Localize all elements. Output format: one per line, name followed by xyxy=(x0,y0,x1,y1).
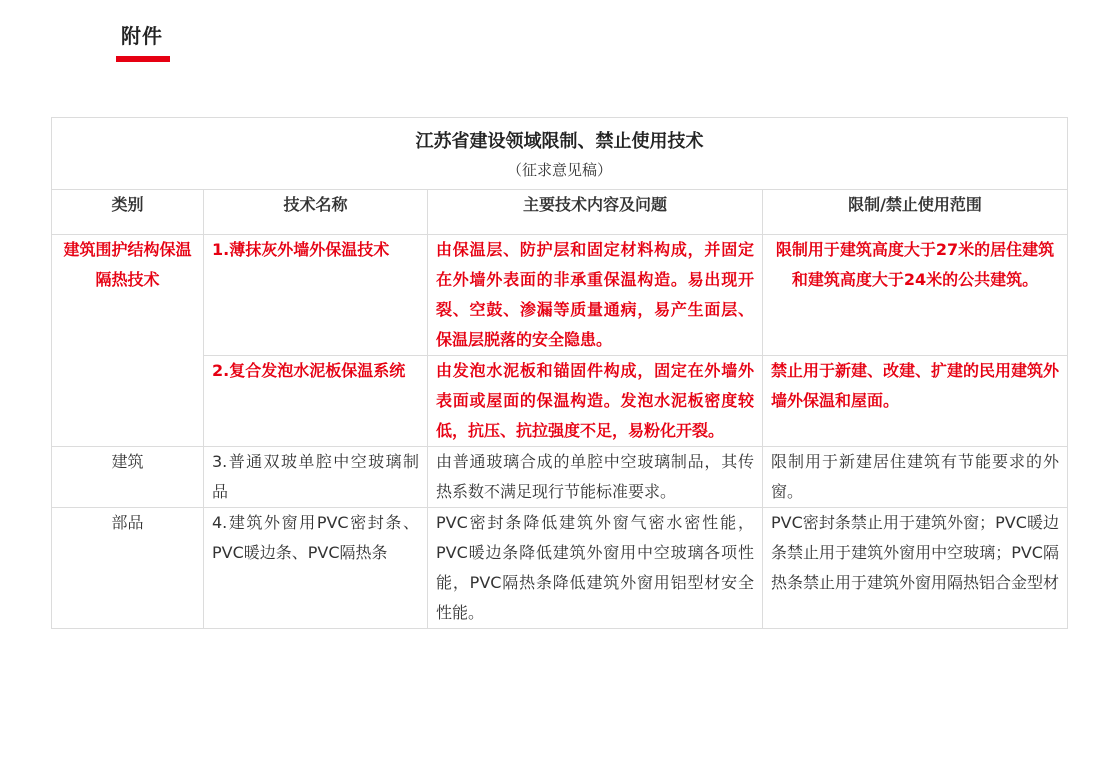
tech-content-cell: 由发泡水泥板和锚固件构成，固定在外墙外表面或屋面的保温构造。发泡水泥板密度较低，抗压、抗拉强度不足，易粉化开裂。 xyxy=(428,356,763,447)
category-cell-building: 建筑 xyxy=(52,447,204,508)
tech-scope-cell: 限制用于新建居住建筑有节能要求的外窗。 xyxy=(763,447,1068,508)
tech-scope-cell: PVC密封条禁止用于建筑外窗；PVC暖边条禁止用于建筑外窗用中空玻璃；PVC隔热条禁止用于建筑外窗用隔热铝合金型材 xyxy=(763,508,1068,629)
table-title: 江苏省建设领域限制、禁止使用技术 xyxy=(415,131,704,152)
table-row xyxy=(52,356,1068,447)
table-subtitle: （征求意见稿） xyxy=(506,161,612,179)
tech-content-cell: 由保温层、防护层和固定材料构成，并固定在外墙外表面的非承重保温构造。易出现开裂、空鼓、渗漏等质量通病，易产生面层、保温层脱落的安全隐患。 xyxy=(428,235,763,356)
table-row xyxy=(52,235,1068,356)
table-title-row xyxy=(52,118,1068,190)
table-title-cell xyxy=(52,118,1068,190)
restricted-technology-table xyxy=(51,117,1068,629)
column-header-scope: 限制/禁止使用范围 xyxy=(763,190,1068,235)
column-header-category: 类别 xyxy=(52,190,204,235)
heading-underline xyxy=(116,56,170,62)
tech-scope-cell: 限制用于建筑高度大于27米的居住建筑和建筑高度大于24米的公共建筑。 xyxy=(763,235,1068,356)
category-cell-parts: 部品 xyxy=(52,508,204,629)
tech-scope-cell: 禁止用于新建、改建、扩建的民用建筑外墙外保温和屋面。 xyxy=(763,356,1068,447)
category-cell-envelope: 建筑围护结构保温隔热技术 xyxy=(52,235,204,447)
tech-name-cell: 3.普通双玻单腔中空玻璃制品 xyxy=(204,447,428,508)
tech-content-cell: 由普通玻璃合成的单腔中空玻璃制品，其传热系数不满足现行节能标准要求。 xyxy=(428,447,763,508)
tech-content-cell: PVC密封条降低建筑外窗气密水密性能，PVC暖边条降低建筑外窗用中空玻璃各项性能，PVC隔热条降低建筑外窗用铝型材安全性能。 xyxy=(428,508,763,629)
tech-name-cell: 1.薄抹灰外墙外保温技术 xyxy=(204,235,428,356)
section-heading: 附件 xyxy=(121,24,163,48)
table-header-row xyxy=(52,190,1068,235)
column-header-tech-name: 技术名称 xyxy=(204,190,428,235)
table-row xyxy=(52,508,1068,629)
column-header-content: 主要技术内容及问题 xyxy=(428,190,763,235)
tech-name-cell: 2.复合发泡水泥板保温系统 xyxy=(204,356,428,447)
table-row xyxy=(52,447,1068,508)
tech-name-cell: 4.建筑外窗用PVC密封条、PVC暖边条、PVC隔热条 xyxy=(204,508,428,629)
